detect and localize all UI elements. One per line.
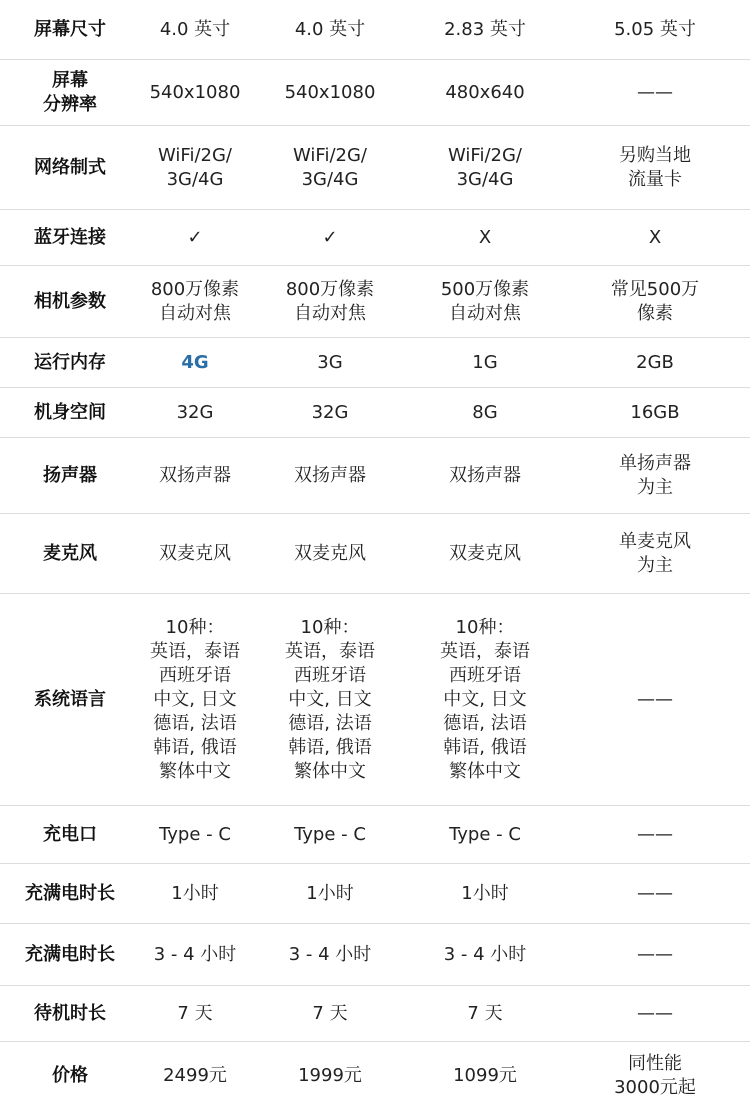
- cell-text: 1099元: [453, 1064, 517, 1086]
- row-label: [0, 864, 140, 923]
- cell-text: 英语，泰语: [285, 640, 375, 662]
- cell-text: 800万像素: [150, 278, 240, 300]
- cell-text: 中文, 日文: [443, 688, 527, 710]
- product-2-value: [250, 924, 410, 985]
- reference-value: [560, 388, 750, 437]
- cell-text: 500万像素: [440, 278, 530, 300]
- cell-text: 1G: [472, 351, 498, 373]
- cell-text: 繁体中文: [294, 760, 366, 782]
- cell-text: 英语，泰语: [150, 640, 240, 662]
- row-label: [0, 806, 140, 863]
- cell-text: 32G: [176, 401, 214, 423]
- product-2-value: [250, 126, 410, 209]
- cell-text: ✓: [187, 226, 203, 248]
- product-3-value: [410, 338, 560, 387]
- cell-text: 2GB: [636, 351, 674, 373]
- product-3-value: [410, 388, 560, 437]
- cell-text: 双扬声器: [294, 464, 366, 486]
- table-row: [0, 0, 750, 60]
- cell-text: 480x640: [445, 81, 525, 103]
- cell-text: 10种：: [300, 616, 360, 638]
- cell-text: ——: [637, 823, 673, 845]
- product-2-value: [250, 60, 410, 125]
- cell-text: ——: [637, 81, 673, 103]
- product-2-value: [250, 266, 410, 337]
- row-label-text: 麦克风: [43, 542, 97, 564]
- cell-text: 4.0 英寸: [159, 18, 231, 40]
- table-row: [0, 514, 750, 594]
- cell-text: 1小时: [306, 882, 354, 904]
- reference-value: [560, 986, 750, 1041]
- product-3-value: [410, 126, 560, 209]
- cell-text: 中文, 日文: [153, 688, 237, 710]
- cell-text: 5.05 英寸: [614, 18, 696, 40]
- product-3-value: [410, 438, 560, 513]
- product-1-value: [140, 388, 250, 437]
- cell-text: 自动对焦: [449, 302, 521, 324]
- reference-value: [560, 60, 750, 125]
- product-1-value: [140, 594, 250, 805]
- product-2-value: [250, 594, 410, 805]
- product-2-value: [250, 806, 410, 863]
- product-1-value: [140, 924, 250, 985]
- row-label-text: 待机时长: [34, 1002, 106, 1024]
- row-label-text: 蓝牙连接: [34, 226, 106, 248]
- product-3-value: [410, 986, 560, 1041]
- reference-value: [560, 210, 750, 265]
- cell-text: 双麦克风: [449, 542, 521, 564]
- product-2-value: [250, 986, 410, 1041]
- product-3-value: [410, 806, 560, 863]
- row-label-text: 充满电时长: [25, 882, 115, 904]
- cell-text: 16GB: [630, 401, 680, 423]
- cell-text: 流量卡: [628, 168, 682, 190]
- cell-text: 西班牙语: [159, 664, 231, 686]
- product-1-value: [140, 210, 250, 265]
- product-3-value: [410, 0, 560, 59]
- cell-text: 1小时: [171, 882, 219, 904]
- row-label: [0, 924, 140, 985]
- cell-text: 同性能: [628, 1052, 682, 1074]
- cell-text: 3000元起: [614, 1076, 696, 1098]
- product-3-value: [410, 924, 560, 985]
- reference-value: [560, 864, 750, 923]
- reference-value: [560, 514, 750, 593]
- cell-text: 10种：: [455, 616, 515, 638]
- product-3-value: [410, 1042, 560, 1109]
- cell-text: 1999元: [298, 1064, 362, 1086]
- product-2-value: [250, 388, 410, 437]
- row-label-text: 价格: [52, 1064, 88, 1086]
- cell-text: WiFi/2G/: [448, 144, 522, 166]
- reference-value: [560, 806, 750, 863]
- cell-text: 3G/4G: [301, 168, 359, 190]
- cell-text: 德语, 法语: [288, 712, 372, 734]
- cell-text: 32G: [311, 401, 349, 423]
- product-3-value: [410, 864, 560, 923]
- row-label: [0, 514, 140, 593]
- product-1-value: [140, 806, 250, 863]
- row-label-text: 运行内存: [34, 351, 106, 373]
- cell-text: 8G: [472, 401, 498, 423]
- row-label: [0, 1042, 140, 1109]
- cell-text: 双麦克风: [159, 542, 231, 564]
- row-label-text: 充电口: [43, 823, 97, 845]
- cell-text: Type - C: [159, 823, 231, 845]
- cell-text: Type - C: [449, 823, 521, 845]
- cell-text: 德语, 法语: [443, 712, 527, 734]
- cell-text: 3 - 4 小时: [443, 943, 527, 965]
- cell-text: ——: [637, 1002, 673, 1024]
- product-3-value: [410, 514, 560, 593]
- row-label: [0, 986, 140, 1041]
- table-row: [0, 438, 750, 514]
- cell-text: 双扬声器: [449, 464, 521, 486]
- cell-text: 1小时: [461, 882, 509, 904]
- cell-text: X: [648, 226, 662, 248]
- table-row: [0, 210, 750, 266]
- row-label-text: 分辨率: [43, 93, 97, 115]
- cell-text: 双麦克风: [294, 542, 366, 564]
- product-1-value: [140, 126, 250, 209]
- product-3-value: [410, 210, 560, 265]
- reference-value: [560, 1042, 750, 1109]
- product-1-value: [140, 338, 250, 387]
- table-row: [0, 986, 750, 1042]
- cell-text: 为主: [637, 476, 673, 498]
- cell-text: ✓: [322, 226, 338, 248]
- reference-value: [560, 594, 750, 805]
- cell-text: 3G: [317, 351, 343, 373]
- row-label-text: 充满电时长: [25, 943, 115, 965]
- product-3-value: [410, 594, 560, 805]
- product-2-value: [250, 864, 410, 923]
- row-label: [0, 388, 140, 437]
- cell-text: 另购当地: [619, 144, 691, 166]
- cell-text: 3G/4G: [166, 168, 224, 190]
- row-label-text: 网络制式: [34, 156, 106, 178]
- cell-text: 2499元: [163, 1064, 227, 1086]
- table-row: [0, 864, 750, 924]
- product-2-value: [250, 0, 410, 59]
- row-label-text: 扬声器: [43, 464, 97, 486]
- product-2-value: [250, 1042, 410, 1109]
- row-label: [0, 266, 140, 337]
- cell-text: 7 天: [177, 1002, 213, 1024]
- cell-text: 7 天: [312, 1002, 348, 1024]
- cell-text: 德语, 法语: [153, 712, 237, 734]
- cell-text: 3 - 4 小时: [153, 943, 237, 965]
- table-row: [0, 60, 750, 126]
- cell-text: 双扬声器: [159, 464, 231, 486]
- reference-value: [560, 338, 750, 387]
- product-1-value: [140, 986, 250, 1041]
- row-label: [0, 594, 140, 805]
- cell-text: 4G: [181, 351, 209, 373]
- product-2-value: [250, 338, 410, 387]
- reference-value: [560, 266, 750, 337]
- cell-text: 为主: [637, 554, 673, 576]
- product-1-value: [140, 438, 250, 513]
- cell-text: 像素: [637, 302, 673, 324]
- row-label: [0, 60, 140, 125]
- cell-text: ——: [637, 943, 673, 965]
- product-1-value: [140, 60, 250, 125]
- cell-text: 韩语, 俄语: [288, 736, 372, 758]
- reference-value: [560, 438, 750, 513]
- cell-text: 西班牙语: [449, 664, 521, 686]
- product-1-value: [140, 514, 250, 593]
- cell-text: 540x1080: [149, 81, 241, 103]
- product-1-value: [140, 266, 250, 337]
- row-label: [0, 338, 140, 387]
- table-row: [0, 126, 750, 210]
- product-2-value: [250, 210, 410, 265]
- product-2-value: [250, 438, 410, 513]
- cell-text: 韩语, 俄语: [443, 736, 527, 758]
- product-1-value: [140, 0, 250, 59]
- cell-text: X: [478, 226, 492, 248]
- cell-text: 西班牙语: [294, 664, 366, 686]
- cell-text: ——: [637, 882, 673, 904]
- row-label-text: 屏幕: [52, 69, 88, 91]
- table-row: [0, 338, 750, 388]
- cell-text: 4.0 英寸: [294, 18, 366, 40]
- product-2-value: [250, 514, 410, 593]
- row-label-text: 系统语言: [34, 688, 106, 710]
- cell-text: 常见500万: [610, 278, 700, 300]
- cell-text: 繁体中文: [159, 760, 231, 782]
- row-label-text: 屏幕尺寸: [34, 18, 106, 40]
- table-row: [0, 388, 750, 438]
- cell-text: 800万像素: [285, 278, 375, 300]
- cell-text: WiFi/2G/: [293, 144, 367, 166]
- table-row: [0, 266, 750, 338]
- row-label: [0, 210, 140, 265]
- cell-text: 单麦克风: [619, 530, 691, 552]
- cell-text: 繁体中文: [449, 760, 521, 782]
- table-row: [0, 924, 750, 986]
- row-label-text: 相机参数: [34, 290, 106, 312]
- row-label: [0, 126, 140, 209]
- product-1-value: [140, 1042, 250, 1109]
- cell-text: 2.83 英寸: [444, 18, 526, 40]
- cell-text: 7 天: [467, 1002, 503, 1024]
- cell-text: 自动对焦: [159, 302, 231, 324]
- cell-text: WiFi/2G/: [158, 144, 232, 166]
- product-1-value: [140, 864, 250, 923]
- row-label: [0, 0, 140, 59]
- product-3-value: [410, 266, 560, 337]
- cell-text: 3 - 4 小时: [288, 943, 372, 965]
- product-3-value: [410, 60, 560, 125]
- reference-value: [560, 924, 750, 985]
- cell-text: 3G/4G: [456, 168, 514, 190]
- cell-text: 中文, 日文: [288, 688, 372, 710]
- table-row: [0, 1042, 750, 1109]
- reference-value: [560, 0, 750, 59]
- row-label: [0, 438, 140, 513]
- cell-text: 自动对焦: [294, 302, 366, 324]
- table-row: [0, 806, 750, 864]
- cell-text: 单扬声器: [619, 452, 691, 474]
- table-row: [0, 594, 750, 806]
- cell-text: 英语，泰语: [440, 640, 530, 662]
- cell-text: 540x1080: [284, 81, 376, 103]
- cell-text: 10种：: [165, 616, 225, 638]
- row-label-text: 机身空间: [34, 401, 106, 423]
- cell-text: 韩语, 俄语: [153, 736, 237, 758]
- reference-value: [560, 126, 750, 209]
- cell-text: ——: [637, 688, 673, 710]
- cell-text: Type - C: [294, 823, 366, 845]
